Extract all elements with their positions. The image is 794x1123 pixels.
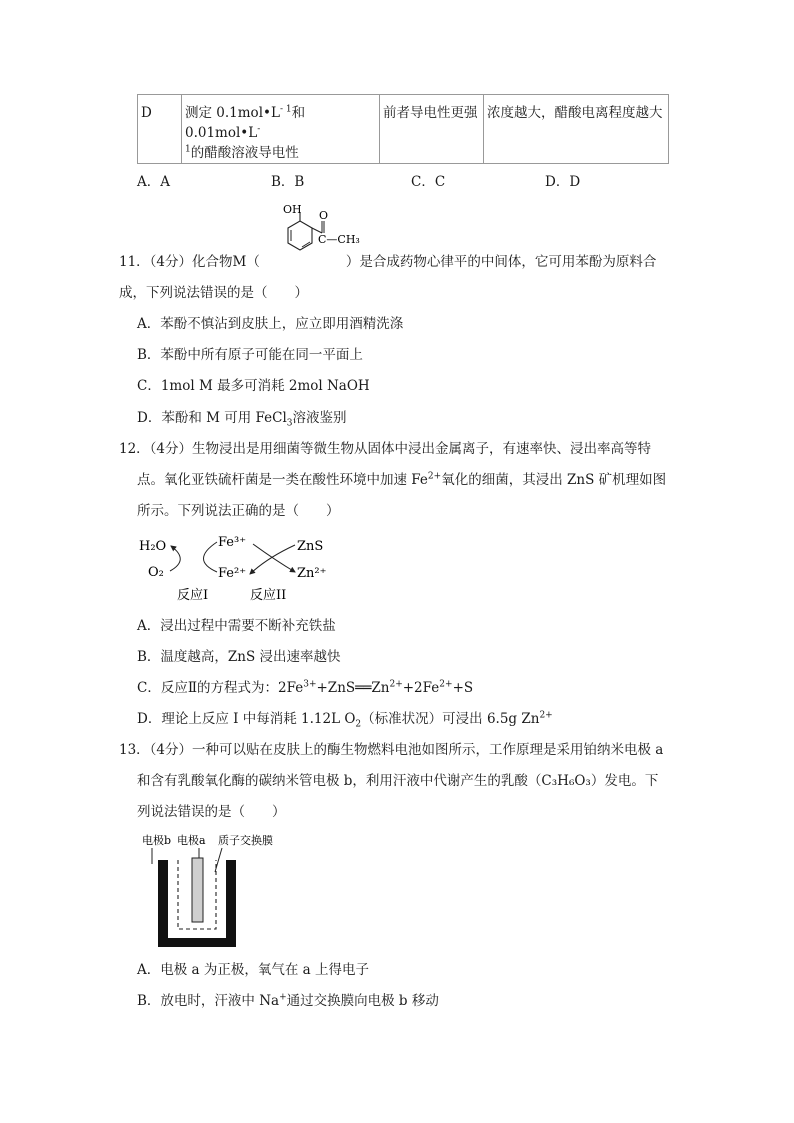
fuel-cell-diagram <box>140 828 300 952</box>
leaching-mechanism-diagram <box>135 530 350 606</box>
q13-option-a: A．电极 a 为正极，氧气在 a 上得电子 <box>137 962 370 978</box>
q12-stem-1: 12．（4分）生物浸出是用细菌等微生物从固体中浸出金属离子，有速率快、浸出率高等特 <box>119 441 652 457</box>
q12-option-b: B．温度越高，ZnS 浸出速率越快 <box>137 649 341 665</box>
fe3-label: Fe³⁺ <box>218 535 247 550</box>
o2-to-h2o-arc <box>170 546 180 571</box>
q12-option-c: C．反应Ⅱ的方程式为：$2Fe^{3+}+ZnS══Zn^{2+}+2Fe^{2+}+S$ <box>137 679 474 696</box>
q11-option-c: C．1mol M 最多可消耗 2mol NaOH <box>137 378 370 394</box>
zns-label: ZnS <box>297 539 324 554</box>
electrode-a <box>192 858 203 922</box>
q10-option-a: A．A <box>137 174 170 190</box>
table-cell-conclusion <box>484 95 669 164</box>
q12-option-a: A．浸出过程中需要不断补充铁盐 <box>137 618 336 634</box>
electrode-b-label: 电极b <box>142 834 172 847</box>
q10-option-d: D．D <box>545 174 581 190</box>
fe2-label: Fe²⁺ <box>218 566 247 581</box>
q11-stem: 11．（4分）化合物M（ ）是合成药物心律平的中间体，它可用苯酚为原料合 <box>119 254 657 270</box>
q10-option-c: C．C <box>411 174 446 190</box>
table-row <box>138 95 669 164</box>
h2o-label: H₂O <box>139 539 167 554</box>
conclusion-text: 浓度越大，醋酸电离程度越大 <box>487 105 663 121</box>
ch3-label: C—CH₃ <box>318 233 360 246</box>
q13-option-b: B．放电时，汗液中 Na+通过交换膜向电极 b 移动 <box>137 992 439 1009</box>
q13-stem-3: 列说法错误的是（ ） <box>137 804 286 820</box>
table-cell-phenomenon <box>380 95 484 164</box>
experiment-text: 测定 $0.1mol•L^{- 1}$和 0.01mol•L- <box>185 104 306 141</box>
table-cell-experiment <box>182 95 380 164</box>
row-label: D <box>141 105 152 121</box>
q11-option-b: B．苯酚中所有原子可能在同一平面上 <box>137 347 363 363</box>
q12-stem-3: 所示。下列说法正确的是（ ） <box>137 503 340 519</box>
q10-option-b: B．B <box>271 174 305 190</box>
answer-table <box>137 94 669 164</box>
reaction-2-label: 反应II <box>250 588 287 603</box>
oh-label: OH <box>283 203 302 216</box>
table-cell-label <box>138 95 182 164</box>
fe3-to-fe2-arc <box>250 545 295 574</box>
q12-option-d: D．理论上反应 I 中每消耗 1.12L $O_2$（标准状况）可浸出 6.5g $Zn^{2+}$ <box>137 710 553 730</box>
o-label: O <box>319 209 329 222</box>
q11-option-d: D．苯酚和 M 可用 FeCl$_3$溶液鉴别 <box>137 410 347 429</box>
o2-label: O₂ <box>148 565 164 580</box>
q13-stem-1: 13．（4分）一种可以贴在皮肤上的酶生物燃料电池如图所示，工作原理是采用铂纳米电极 a <box>119 742 664 758</box>
membrane-label: 质子交换膜 <box>218 834 273 847</box>
experiment-text-2: $^1$的醋酸溶液导电性 <box>185 144 299 161</box>
phenomenon-text: 前者导电性更强 <box>383 105 478 121</box>
zn2-label: Zn²⁺ <box>297 566 327 581</box>
q13-stem-2: 和含有乳酸氧化酶的碳纳米管电极 b，利用汗液中代谢产生的乳酸（C₃H₆O₃）发电。下 <box>137 773 659 789</box>
electrode-a-label: 电极a <box>177 834 206 847</box>
q11-option-a: A．苯酚不慎沾到皮肤上，应立即用酒精洗涤 <box>137 316 404 332</box>
fe2-to-fe3-arc <box>204 542 218 572</box>
q11-stem-2: 成，下列说法错误的是（ ） <box>119 285 308 301</box>
q12-stem-2: 点。氧化亚铁硫杆菌是一类在酸性环境中加速 $Fe^{2+}$氧化的细菌，其浸出 ZnS 矿机理如图 <box>137 471 667 488</box>
reaction-1-label: 反应I <box>177 588 209 603</box>
